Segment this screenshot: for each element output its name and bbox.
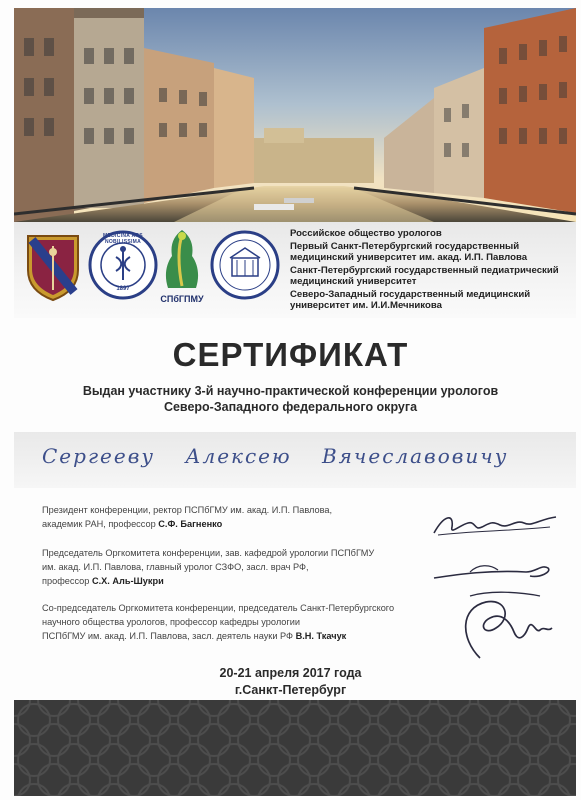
signatory-3-name: В.Н. Ткачук bbox=[295, 631, 347, 641]
university-round-seal-icon bbox=[210, 230, 280, 305]
subtitle-line-1: Выдан участнику 3-й научно-практической конференции урологов bbox=[82, 384, 499, 398]
organization-2: Первый Санкт-Петербургский государственный медицинский университет им. акад. И.П. Павлова bbox=[290, 241, 528, 263]
signatory-2-name: С.Х. Аль-Шукри bbox=[91, 576, 164, 586]
medicina-seal-year: 1897 bbox=[116, 286, 130, 292]
signatory-1-line-2: академик РАН, профессор bbox=[42, 519, 159, 529]
signatory-3-line-3: ПСПбГМУ им. акад. И.П. Павлова, засл. деятель науки РФ bbox=[42, 631, 296, 641]
conference-date: 20-21 апреля 2017 года bbox=[219, 666, 362, 680]
organization-1: Российское общество урологов bbox=[290, 228, 442, 239]
signatory-3 bbox=[42, 601, 422, 643]
logo-band bbox=[14, 222, 576, 318]
signature-1-icon bbox=[430, 505, 560, 546]
organizations-list bbox=[290, 228, 574, 313]
organization-4: Северо-Западный государственный медицинский университет им. И.И.Мечникова bbox=[290, 289, 531, 311]
signatory-3-line-2: научного общества урологов, профессор кафедры урологии bbox=[42, 617, 301, 627]
footer-ornament bbox=[14, 700, 576, 796]
certificate-subtitle bbox=[60, 383, 521, 415]
signatory-1-name: С.Ф. Багненко bbox=[158, 519, 223, 529]
canal-photo bbox=[14, 8, 576, 222]
recipient-name: Сергееву Алексею Вячеславовичу bbox=[42, 444, 509, 468]
organization-3: Санкт-Петербургский государственный педиатрический медицинский университет bbox=[290, 265, 559, 287]
signature-3-icon bbox=[440, 588, 560, 673]
date-place-block bbox=[0, 665, 581, 699]
conference-city: г.Санкт-Петербург bbox=[234, 683, 347, 697]
certificate-title: СЕРТИФИКАТ bbox=[172, 336, 409, 373]
signatory-2-line-2: им. акад. И.П. Павлова, главный уролог СЗФО, засл. врач РФ, bbox=[42, 562, 309, 572]
spbgpmu-label: СПбГПМУ bbox=[160, 294, 204, 304]
medicina-ars-nobilissima-seal-icon bbox=[88, 230, 158, 305]
signatory-2-line-1: Председатель Оргкомитета конференции, зав. кафедрой урологии ПСПбГМУ bbox=[42, 548, 375, 558]
medicina-seal-text: MEDICINA ARS NOBILISSIMA bbox=[103, 233, 143, 245]
signatory-2 bbox=[42, 546, 422, 588]
signatory-3-line-1: Со-председатель Оргкомитета конференции, председатель Санкт-Петербургского bbox=[42, 603, 395, 613]
signatory-1-line-1: Президент конференции, ректор ПСПбГМУ им. акад. И.П. Павлова, bbox=[42, 505, 333, 515]
urology-society-shield-icon bbox=[24, 232, 82, 307]
recipient-band bbox=[14, 432, 576, 488]
subtitle-line-2: Северо-Западного федерального округа bbox=[163, 400, 418, 414]
signatory-1 bbox=[42, 503, 422, 531]
spbgpmu-logo-icon bbox=[160, 226, 204, 304]
signatory-2-line-3: профессор bbox=[42, 576, 92, 586]
